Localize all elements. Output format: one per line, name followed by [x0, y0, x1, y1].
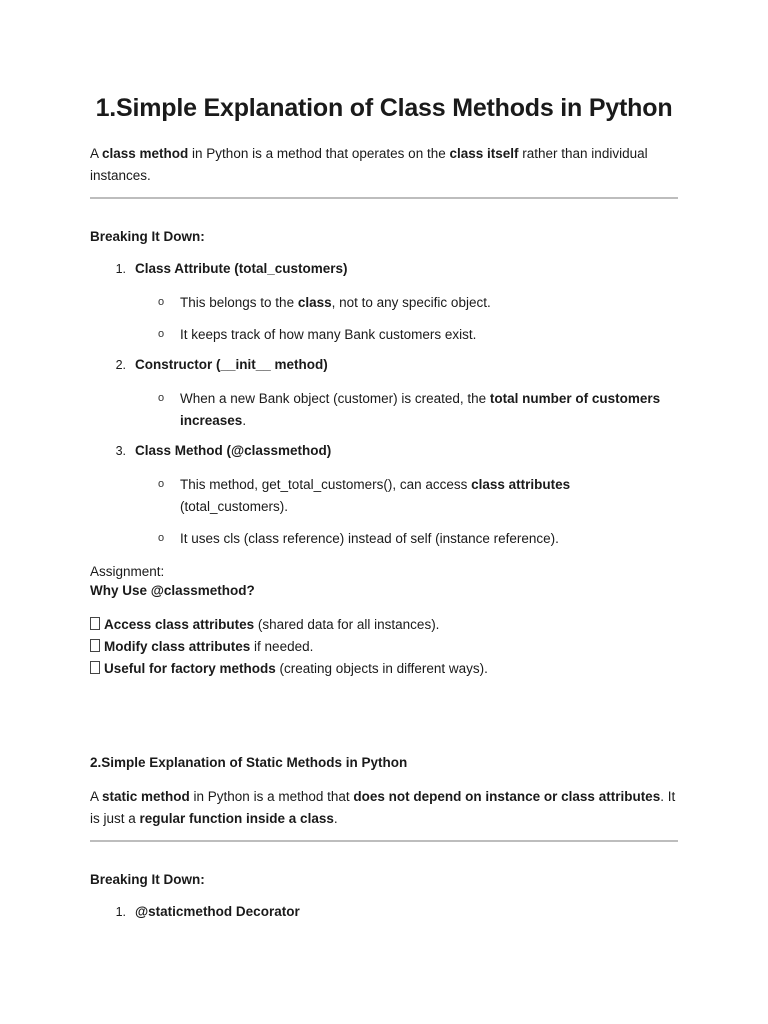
bullet-marker: o [158, 392, 165, 404]
list-item-label: Class Attribute (total_customers) [135, 261, 348, 276]
section2-title: 2.Simple Explanation of Static Methods in Python [90, 755, 408, 770]
list-item-label: Class Method (@classmethod) [135, 443, 332, 458]
why-use-heading: Why Use @classmethod? [90, 583, 255, 598]
horizontal-rule [90, 197, 678, 199]
section1-title: 1.Simple Explanation of Class Methods in Python [95, 94, 673, 122]
list-number: 1. [115, 905, 126, 919]
bullet-marker: o [158, 478, 165, 490]
bullet-marker: o [158, 296, 165, 308]
list-number: 1. [115, 262, 126, 276]
bullet-text-continued: (total_customers). [180, 499, 289, 514]
checkbox-glyph-icon [90, 639, 100, 652]
list-item-label: Constructor (__init__ method) [135, 357, 328, 372]
section2-intro-line2: is just a regular function inside a class. [90, 811, 338, 826]
bullet-text: This belongs to the class, not to any specific object. [180, 295, 491, 310]
benefit-item: Modify class attributes if needed. [90, 636, 313, 658]
bullet-marker: o [158, 532, 165, 544]
bullet-text: When a new Bank object (customer) is created, the total number of customers [180, 391, 661, 406]
list-item-label: @staticmethod Decorator [135, 904, 300, 919]
benefit-item: Access class attributes (shared data for all instances). [90, 614, 439, 636]
list-number: 3. [115, 444, 126, 458]
benefit-item: Useful for factory methods (creating objects in different ways). [90, 658, 488, 680]
list-number: 2. [115, 358, 126, 372]
bullet-text: It keeps track of how many Bank customers exist. [180, 327, 477, 342]
bullet-text-continued: increases. [180, 413, 247, 428]
section1-intro-line1: A class method in Python is a method that operates on the class itself rather than individual [90, 146, 648, 161]
section2-breaking-down-heading: Breaking It Down: [90, 872, 205, 887]
horizontal-rule [90, 840, 678, 842]
section1-intro-line2: instances. [90, 168, 151, 183]
section2-intro-line1: A static method in Python is a method that does not depend on instance or class attributes. It [90, 789, 676, 804]
checkbox-glyph-icon [90, 617, 100, 630]
assignment-label: Assignment: [90, 564, 165, 579]
bullet-marker: o [158, 328, 165, 340]
bullet-text: It uses cls (class reference) instead of self (instance reference). [180, 531, 559, 546]
checkbox-glyph-icon [90, 661, 100, 674]
bullet-text: This method, get_total_customers(), can access class attributes [180, 477, 571, 492]
section1-breaking-down-heading: Breaking It Down: [90, 229, 205, 244]
